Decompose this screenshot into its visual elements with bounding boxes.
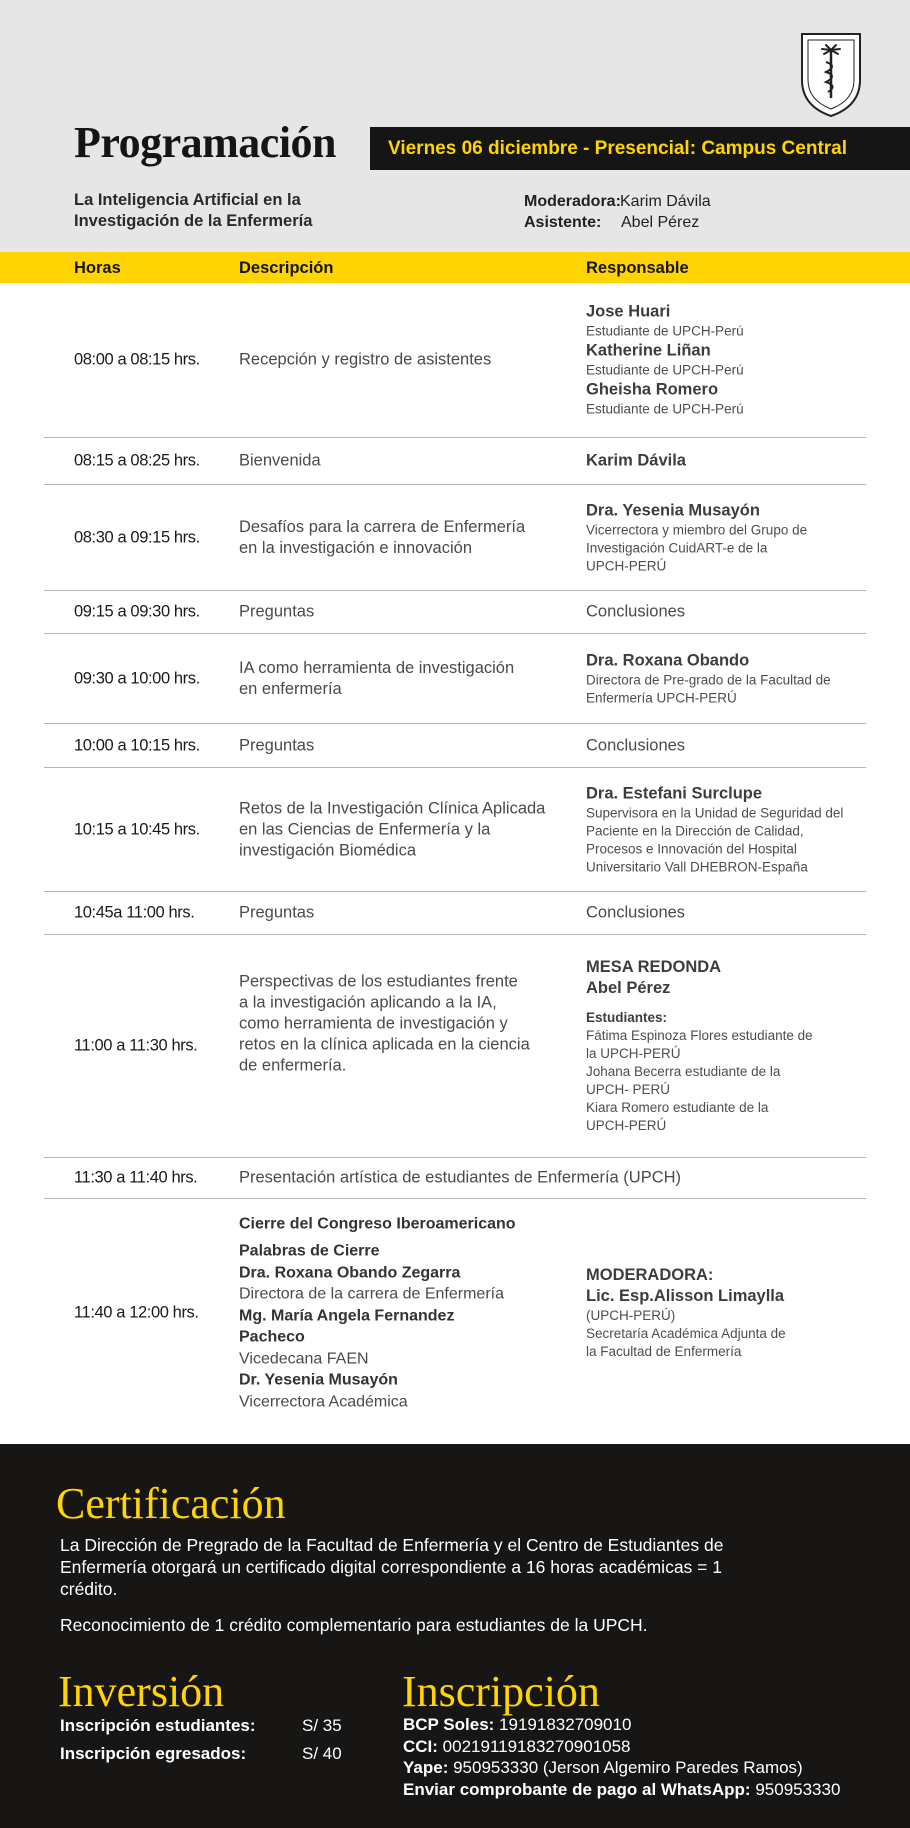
cci-account: CCI: 00219119183270901058 — [403, 1736, 631, 1756]
schedule-row — [44, 768, 866, 892]
schedule-row — [44, 935, 866, 1158]
footer — [0, 1444, 910, 1828]
moderator-label: Moderadora: — [524, 193, 621, 210]
registration-details — [403, 1714, 840, 1800]
header — [0, 0, 910, 252]
row-time: 11:40 a 12:00 hrs. — [74, 1303, 199, 1322]
registration-title: Inscripción — [402, 1667, 600, 1716]
schedule-row — [44, 1199, 866, 1427]
schedule-row — [44, 438, 866, 485]
price-graduates: Inscripción egresados: S/ 40 — [60, 1744, 342, 1763]
row-description: Presentación artística de estudiantes de Enfermería (UPCH) — [239, 1168, 682, 1187]
row-time: 10:00 a 10:15 hrs. — [74, 736, 200, 754]
schedule-row — [44, 591, 866, 634]
row-description: Retos de la Investigación Clínica Aplicada en las Ciencias de Enfermería y la investigación Biomédica — [239, 799, 546, 859]
assistant-label: Asistente: — [524, 214, 602, 231]
row-description: Recepción y registro de asistentes — [239, 350, 492, 369]
row-responsible: MESA REDONDA Abel Pérez Estudiantes: Fátima Espinoza Flores estudiante de la UPCH-PERÚ Johana Becerra estudiante de la UPCH- PERÚ Kiara Romero estudiante de la UPCH-PERÚ — [586, 958, 813, 1133]
table-header — [0, 252, 910, 283]
row-description: IA como herramienta de investigación en enfermería — [239, 658, 515, 698]
row-description: Preguntas — [239, 903, 315, 922]
row-responsible: MODERADORA: Lic. Esp.Alisson Limaylla (UPCH-PERÚ) Secretaría Académica Adjunta de la Facultad de Enfermería — [586, 1266, 786, 1359]
row-responsible: Dra. Estefani Surclupe Supervisora en la Unidad de Seguridad del Paciente en la Dirección de Calidad, Procesos e Innovación del Hospital Universitario Vall DHEBRON-España — [586, 784, 844, 874]
yape-account: Yape: 950953330 (Jerson Algemiro Paredes Ramos) — [403, 1758, 803, 1777]
row-time: 09:30 a 10:00 hrs. — [74, 669, 200, 687]
row-responsible: Conclusiones — [586, 903, 686, 922]
university-crest-logo — [798, 30, 864, 118]
page-title: Programación — [74, 118, 337, 167]
schedule-row — [44, 892, 866, 935]
row-responsible: Dra. Roxana Obando Directora de Pre-grado de la Facultad de Enfermería UPCH-PERÚ — [586, 651, 831, 705]
row-time: 10:15 a 10:45 hrs. — [74, 820, 200, 838]
row-time: 11:00 a 11:30 hrs. — [74, 1036, 198, 1055]
moderator-info — [524, 191, 711, 233]
row-description: Bienvenida — [239, 451, 321, 470]
row-time: 09:15 a 09:30 hrs. — [74, 602, 200, 621]
moderator-value: Karim Dávila — [620, 193, 711, 210]
row-time: 10:45a 11:00 hrs. — [74, 903, 195, 922]
row-time: 11:30 a 11:40 hrs. — [74, 1168, 198, 1187]
date-banner: Viernes 06 diciembre - Presencial: Campus Central — [370, 127, 910, 170]
column-description: Descripción — [239, 259, 334, 277]
certification-title: Certificación — [56, 1479, 286, 1528]
assistant-value: Abel Pérez — [621, 214, 700, 231]
schedule-row — [44, 634, 866, 724]
certification-text: La Dirección de Pregrado de la Facultad de Enfermería y el Centro de Estudiantes de Enfermería otorgará un certificado digital correspondiente a 16 horas académicas = 1 crédito. — [60, 1535, 724, 1599]
certification-credit-note: Reconocimiento de 1 crédito complementario para estudiantes de la UPCH. — [60, 1615, 648, 1635]
row-description: Preguntas — [239, 736, 315, 754]
schedule-row — [44, 1158, 866, 1199]
row-description: Desafíos para la carrera de Enfermería en la investigación e innovación — [239, 517, 526, 557]
schedule-row — [44, 283, 866, 438]
whatsapp-contact: Enviar comprobante de pago al WhatsApp: 950953330 — [403, 1779, 841, 1799]
investment-title: Inversión — [58, 1667, 225, 1716]
row-description: Cierre del Congreso Iberoamericano Palabras de Cierre Dra. Roxana Obando Zegarra Directora de la carrera de Enfermería Mg. María Angela Fernandez Pacheco Vicedecana FAEN Dr. Yesenia Musayón Vicerrectora Académica — [239, 1215, 516, 1410]
row-responsible: Conclusiones — [586, 602, 686, 621]
bcp-account: BCP Soles: 19191832709010 — [403, 1715, 632, 1734]
schedule-row — [44, 724, 866, 768]
event-title: La Inteligencia Artificial en la Investigación de la Enfermería — [74, 191, 313, 230]
schedule-row — [44, 485, 866, 591]
row-responsible: Jose Huari Estudiante de UPCH-Perú Katherine Liñan Estudiante de UPCH-Perú Gheisha Romero Estudiante de UPCH-Perú — [586, 302, 744, 417]
row-time: 08:00 a 08:15 hrs. — [74, 350, 200, 369]
row-responsible: Conclusiones — [586, 736, 686, 754]
row-responsible: Dra. Yesenia Musayón Vicerrectora y miembro del Grupo de Investigación CuidART-e de la UPCH-PERÚ — [586, 501, 808, 573]
row-time: 08:15 a 08:25 hrs. — [74, 451, 200, 470]
column-responsible: Responsable — [586, 259, 689, 277]
row-description: Perspectivas de los estudiantes frente a la investigación aplicando a la IA, como herramienta de investigación y retos en la clínica aplicada en la ciencia de enfermería. — [239, 972, 530, 1075]
row-description: Preguntas — [239, 602, 315, 621]
column-time: Horas — [74, 259, 121, 277]
row-time: 08:30 a 09:15 hrs. — [74, 528, 200, 546]
row-responsible: Karim Dávila — [586, 451, 686, 470]
price-students: Inscripción estudiantes: S/ 35 — [60, 1716, 342, 1735]
